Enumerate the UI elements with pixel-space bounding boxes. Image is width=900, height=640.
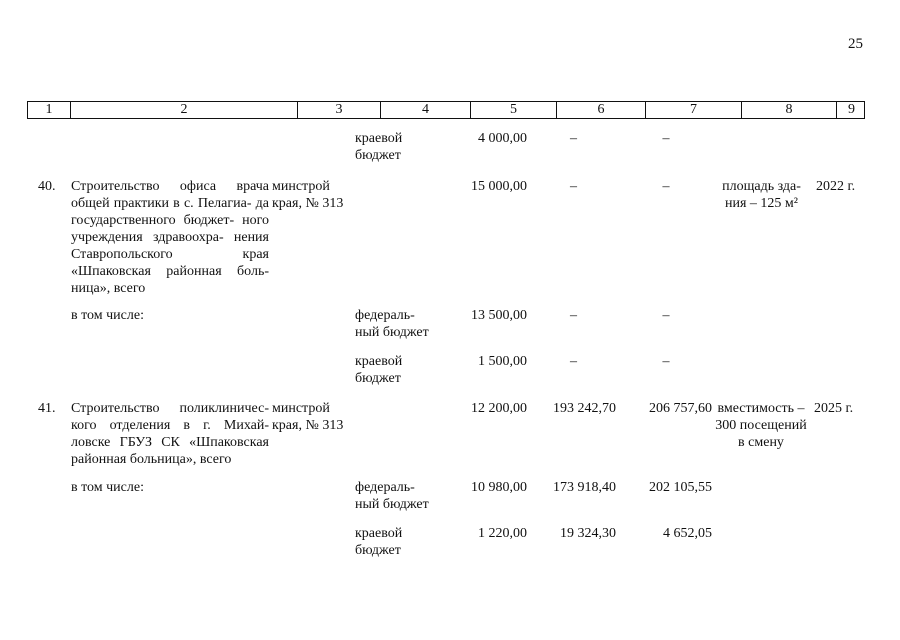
amount-col-7: 4 652,05 xyxy=(663,526,712,541)
amount-col-5: 4 000,00 xyxy=(478,131,527,146)
column-number-header xyxy=(27,101,865,119)
capacity-indicator: площадь зда- ния – 125 м² xyxy=(722,179,801,211)
amount-col-6: 173 918,40 xyxy=(553,480,616,495)
header-col-7: 7 xyxy=(646,102,742,118)
header-col-9: 9 xyxy=(848,102,855,117)
amount-col-5: 10 980,00 xyxy=(471,480,527,495)
funding-source: краевой бюджет xyxy=(355,526,403,558)
amount-col-5: 12 200,00 xyxy=(471,401,527,416)
row-number: 40. xyxy=(38,179,56,194)
funding-source: федераль- ный бюджет xyxy=(355,308,429,340)
header-col-6: 6 xyxy=(557,102,646,118)
header-col-5: 5 xyxy=(471,102,557,118)
amount-col-7: 202 105,55 xyxy=(649,480,712,495)
row-number: 41. xyxy=(38,401,56,416)
amount-col-5: 1 500,00 xyxy=(478,354,527,369)
basis-document: минстрой края, № 313 xyxy=(272,401,344,433)
amount-col-7: – xyxy=(662,308,670,323)
amount-col-6: 193 242,70 xyxy=(553,401,616,416)
amount-col-5: 15 000,00 xyxy=(471,179,527,194)
amount-col-7: – xyxy=(662,131,670,146)
amount-col-7: – xyxy=(662,354,670,369)
header-col-1: 1 xyxy=(28,102,71,118)
funding-source: федераль- ный бюджет xyxy=(355,480,429,512)
capacity-indicator: вместимость – 300 посещений в смену xyxy=(715,401,807,450)
project-title: Строительство офиса врача общей практики в с. Пелагиа- да государственного бюджет- ного учреждения здравоохра- нения Ставропольского края «Шпаковская районная боль- ница», всего xyxy=(71,179,269,296)
amount-col-6: – xyxy=(570,179,577,194)
amount-col-7: 206 757,60 xyxy=(649,401,712,416)
funding-source: краевой бюджет xyxy=(355,131,403,163)
header-col-4: 4 xyxy=(381,102,471,118)
amount-col-6: 19 324,30 xyxy=(560,526,616,541)
project-title: Строительство поликлиничес- кого отделения в г. Михай- ловске ГБУЗ СК «Шпаковская районная больница», всего xyxy=(71,401,269,467)
amount-col-5: 1 220,00 xyxy=(478,526,527,541)
breakdown-label: в том числе: xyxy=(71,308,144,323)
header-col-3: 3 xyxy=(298,102,381,118)
amount-col-6: – xyxy=(570,131,577,146)
funding-source: краевой бюджет xyxy=(355,354,403,386)
header-col-8: 8 xyxy=(742,102,837,118)
amount-col-6: – xyxy=(570,354,577,369)
amount-col-7: – xyxy=(662,179,670,194)
completion-year: 2025 г. xyxy=(814,401,854,416)
amount-col-5: 13 500,00 xyxy=(471,308,527,323)
breakdown-label: в том числе: xyxy=(71,480,144,495)
amount-col-6: – xyxy=(570,308,577,323)
page-number: 25 xyxy=(848,36,863,52)
completion-year: 2022 г. xyxy=(816,179,856,194)
header-col-2: 2 xyxy=(71,102,298,118)
basis-document: минстрой края, № 313 xyxy=(272,179,344,211)
